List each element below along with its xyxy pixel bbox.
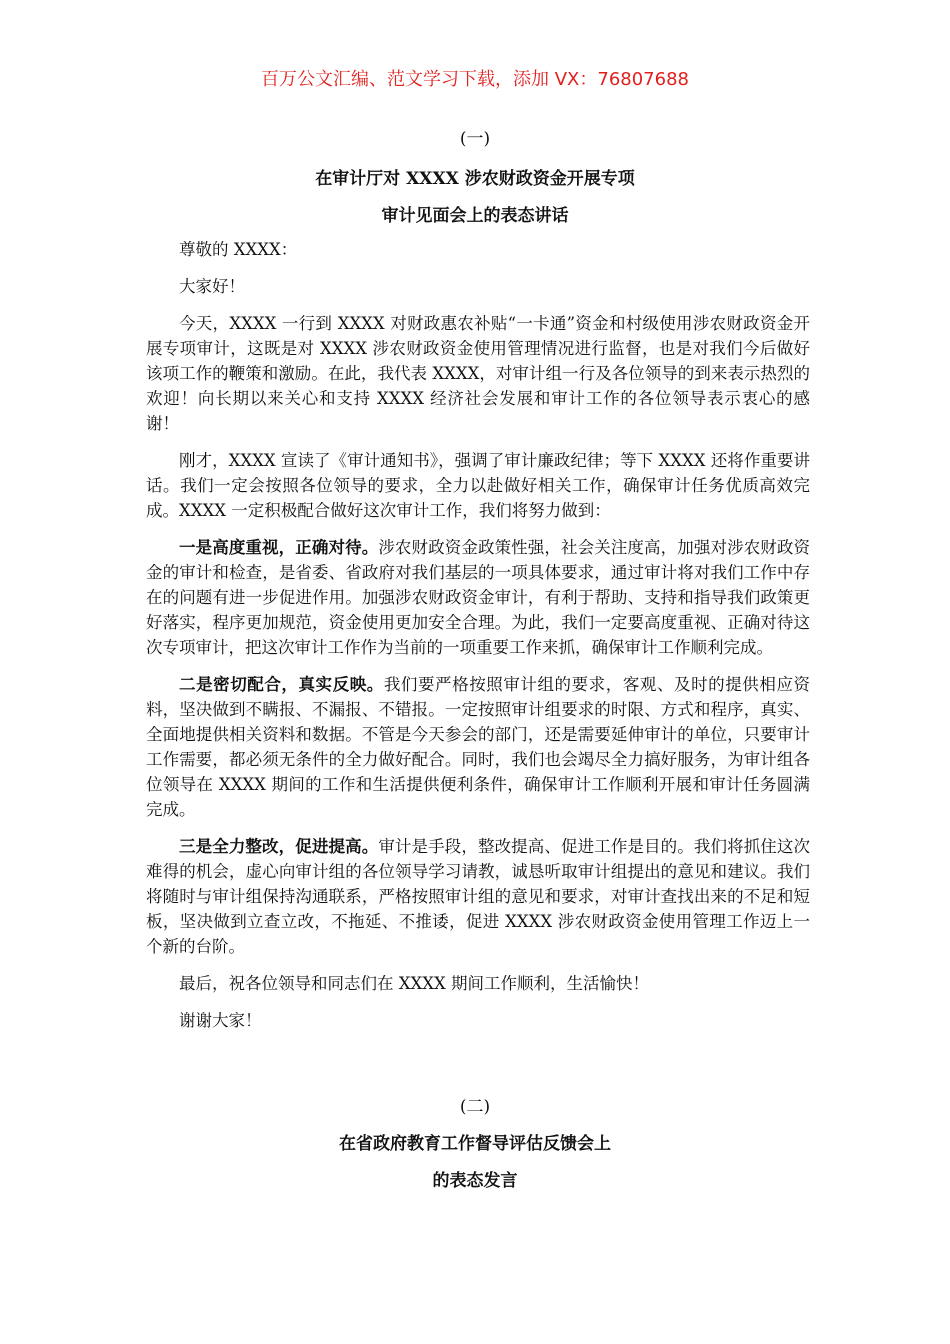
point-1-lead: 一是高度重视，正确对待。 — [179, 538, 379, 557]
section1-title-line2: 审计见面会上的表态讲话 — [381, 206, 569, 226]
greeting: 大家好！ — [179, 277, 245, 296]
point-1-text: 涉农财政资金政策性强，社会关注度高，加强对涉农财政资金的审计和检查，是省委、省政府对我们基层的一项具体要求，通过审计将对我们工作中存在的问题有进一步促进作用。加强涉农财政资金审计，有利于帮助、支持和指导我们政策更好落实，程序更加规范，资金使用更加安全合理。为此，我们一定要高度重视、正确对待这次专项审计，把这次审计工作作为当前的一项重要工作来抓，确保审计工作顺利完成。 — [146, 538, 811, 657]
point-2 — [146, 672, 810, 822]
speech-body — [146, 237, 810, 1033]
section1-title-line1: 在审计厅对 XXXX 涉农财政资金开展专项 — [315, 169, 635, 189]
closing-remark: 最后，祝各位领导和同志们在 XXXX 期间工作顺利，生活愉快！ — [179, 974, 649, 993]
point-3-lead: 三是全力整改，促进提高。 — [179, 837, 379, 856]
paragraph-intro: 今天，XXXX 一行到 XXXX 对财政惠农补贴“一卡通”资金和村级使用涉农财政资金开展专项审计，这既是对 XXXX 涉农财政资金使用管理情况进行监督，也是对我们今后做好该项工作的鞭策和激励。在此，我代表 XXXX，对审计组一行及各位领导的到来表示热烈的欢迎！向长期以来关心和支持 XXXX 经济社会发展和审计工作的各位领导表示衷心的感谢！ — [146, 314, 810, 433]
thanks: 谢谢大家！ — [179, 1011, 262, 1030]
section2-title-line1: 在省政府教育工作督导评估反馈会上 — [339, 1134, 611, 1154]
point-2-text: 我们要严格按照审计组的要求，客观、及时的提供相应资料，坚决做到不瞒报、不漏报、不错报。一定按照审计组要求的时限、方式和程序，真实、全面地提供相关资料和数据。不管是今天参会的部门，还是需要延伸审计的单位，只要审计工作需要，都必须无条件的全力做好配合。同时，我们也会竭尽全力搞好服务，为审计组各位领导在 XXXX 期间的工作和生活提供便利条件，确保审计工作顺利开展和审计任务圆满完成。 — [146, 675, 811, 819]
paragraph-commitment: 刚才，XXXX 宣读了《审计通知书》，强调了审计廉政纪律；等下 XXXX 还将作重要讲话。我们一定会按照各位领导的要求，全力以赴做好相关工作，确保审计任务优质高效完成。XXXX 一定积极配合做好这次审计工作，我们将努力做到： — [146, 451, 810, 520]
section2-number: (二) — [459, 1097, 491, 1117]
point-3-text: 审计是手段，整改提高、促进工作是目的。我们将抓住这次难得的机会，虚心向审计组的各位领导学习请教，诚恳听取审计组提出的意见和建议。我们将随时与审计组保持沟通联系，严格按照审计组的意见和要求，对审计查找出来的不足和短板，坚决做到立查立改，不拖延、不推诿，促进 XXXX 涉农财政资金使用管理工作迈上一个新的台阶。 — [146, 837, 811, 956]
promo-banner: 百万公文汇编、范文学习下载，添加 VX：76807688 — [261, 69, 689, 90]
salutation: 尊敬的 XXXX： — [179, 240, 298, 259]
point-3 — [146, 834, 810, 959]
point-1 — [146, 535, 810, 660]
point-2-lead: 二是密切配合，真实反映。 — [179, 675, 384, 694]
section1-number: (一) — [459, 129, 491, 149]
section2-title-line2: 的表态发言 — [432, 1171, 518, 1191]
